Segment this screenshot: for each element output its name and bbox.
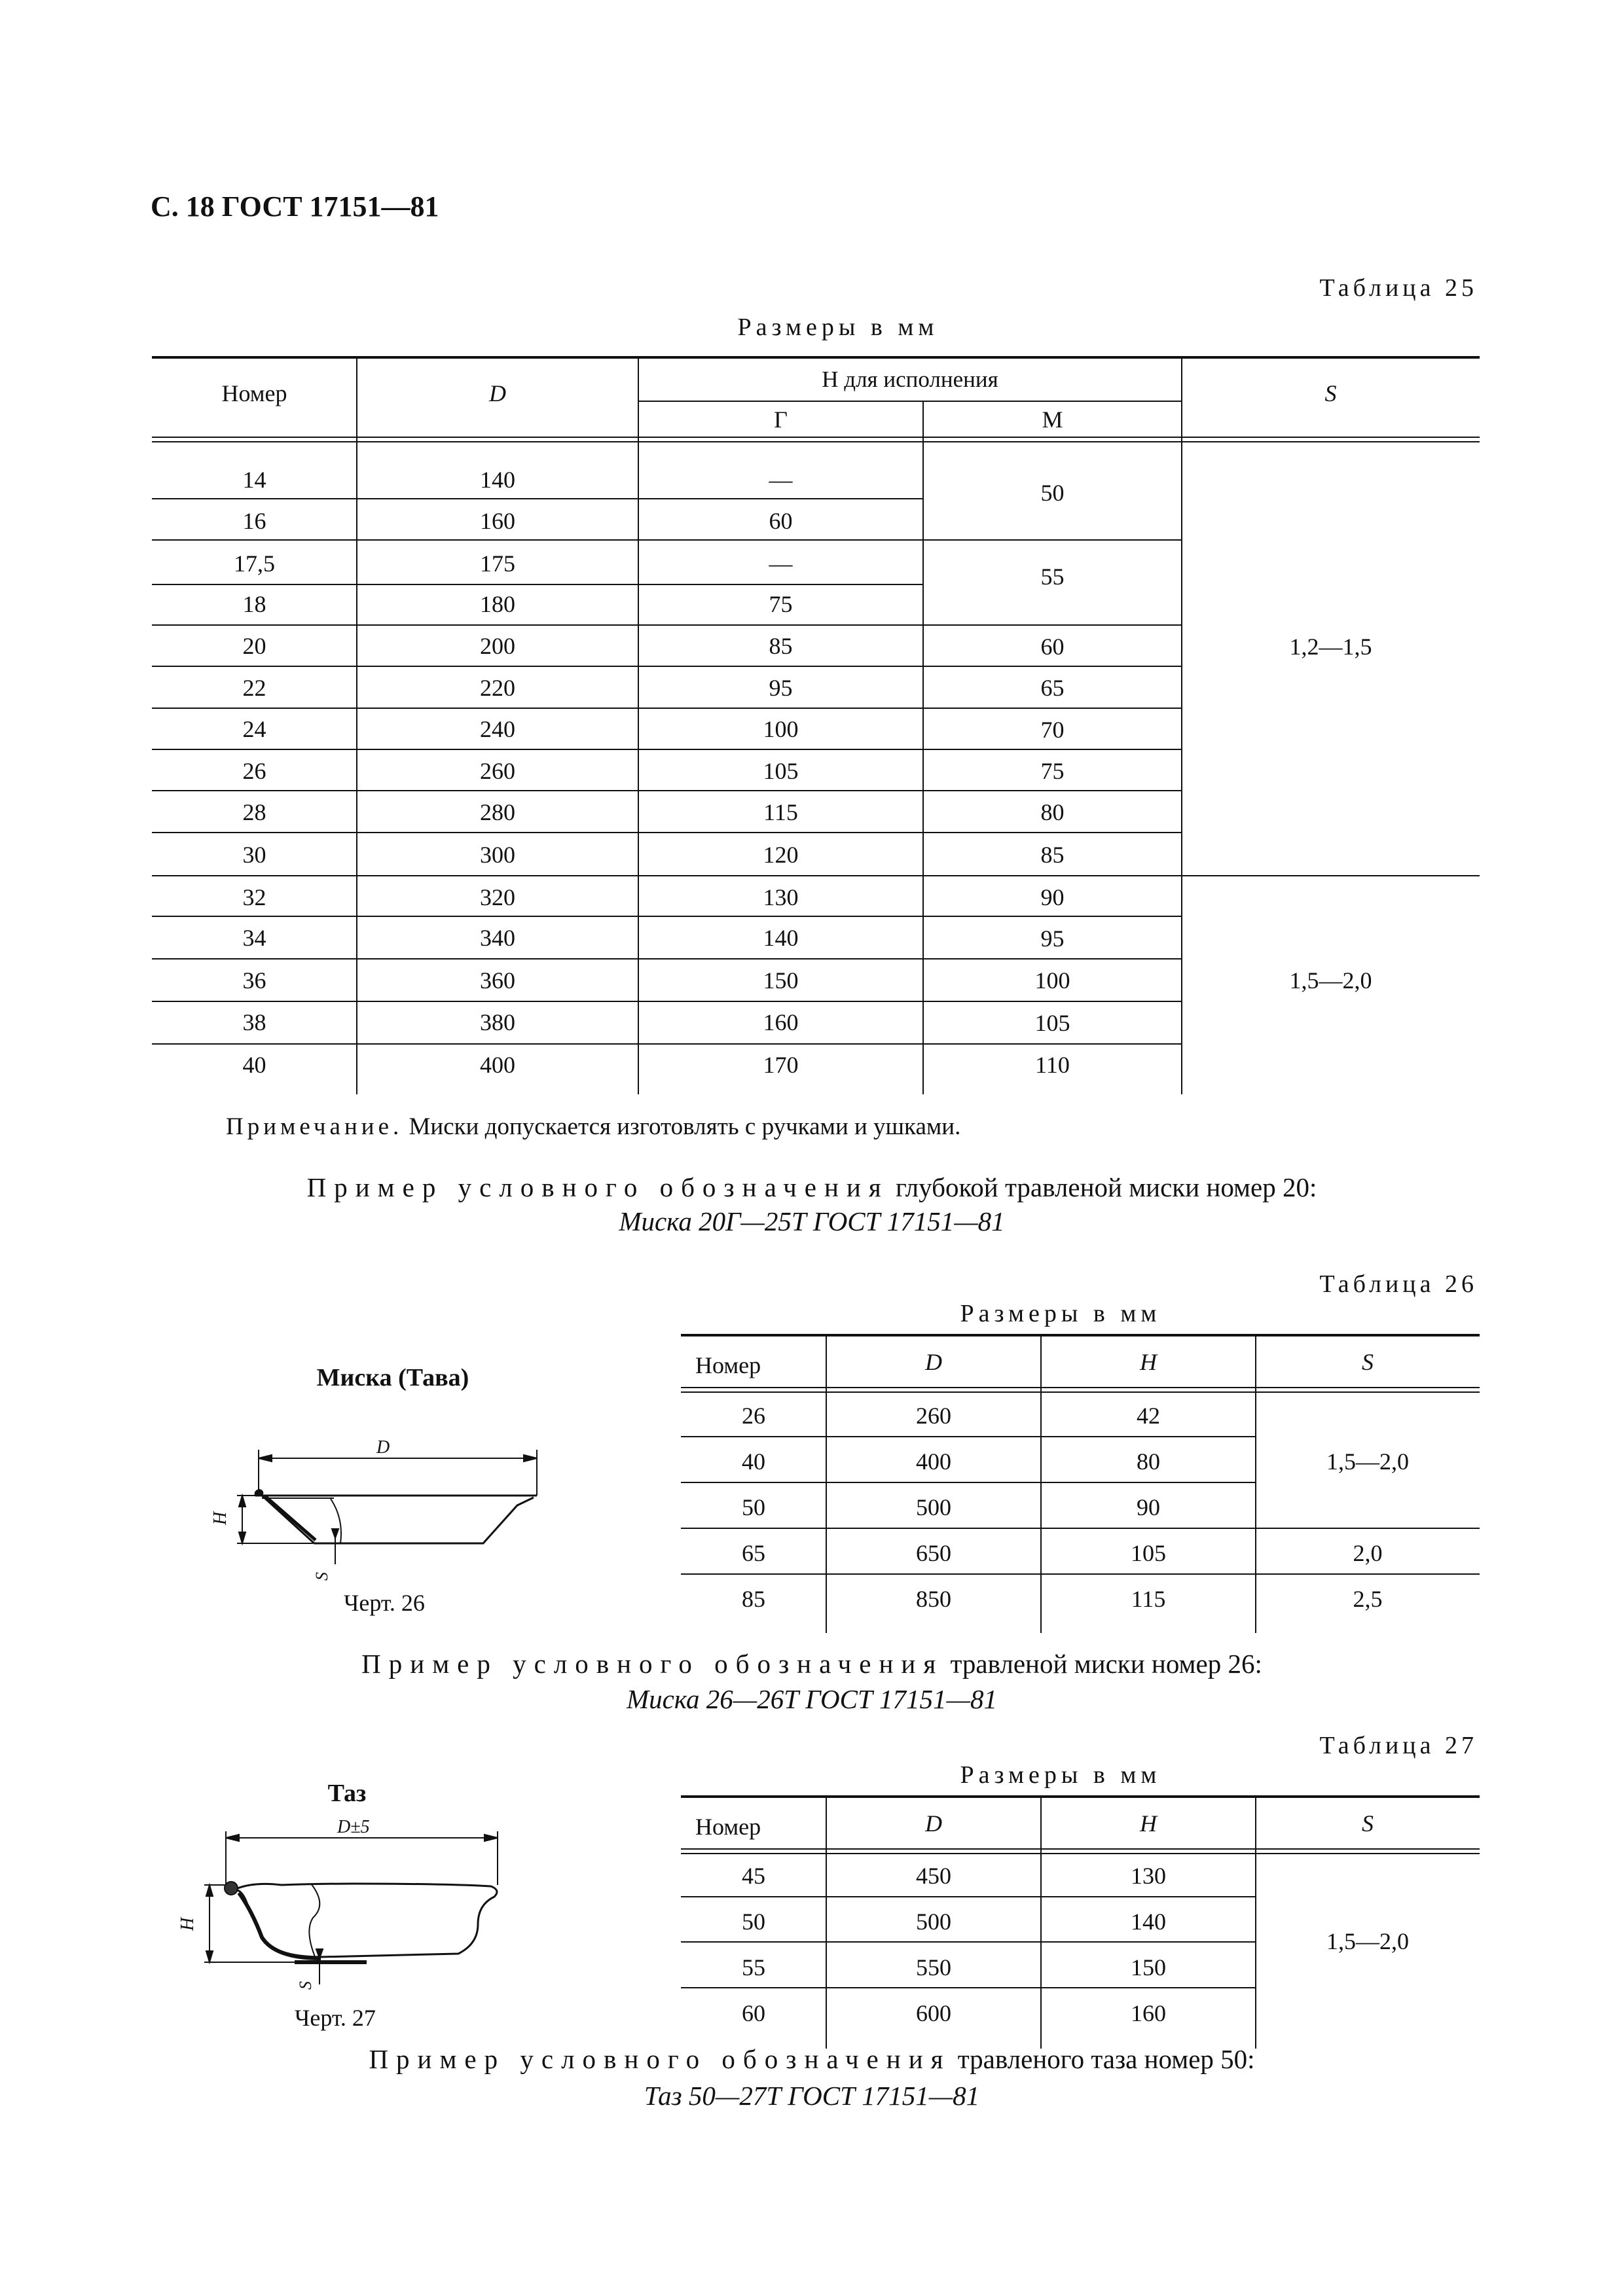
page-header: С. 18 ГОСТ 17151—81 xyxy=(151,190,439,223)
t27-head-nomer: Номер xyxy=(695,1814,761,1840)
t25-cell-nomer: 36 xyxy=(242,967,266,994)
t25-cell-nomer: 40 xyxy=(242,1052,266,1078)
t27-cell-d: 600 xyxy=(916,2000,951,2026)
t25-m-cell: 70 xyxy=(1040,717,1065,743)
t25-cell-d: 320 xyxy=(480,884,515,910)
t25-cell-nomer: 26 xyxy=(242,758,266,784)
t25-cell-d: 180 xyxy=(480,591,515,617)
t25-cell-d: 280 xyxy=(480,799,515,825)
svg-text:H: H xyxy=(210,1511,230,1525)
svg-text:S: S xyxy=(296,1981,315,1990)
svg-text:S: S xyxy=(312,1572,331,1581)
table-27-label: Таблица 27 xyxy=(1319,1732,1478,1759)
t26-cell-h: 105 xyxy=(1131,1540,1166,1566)
t25-cell-nomer: 32 xyxy=(242,884,266,910)
t27-cell-nomer: 55 xyxy=(742,1954,765,1981)
t25-cell-d: 300 xyxy=(480,842,515,868)
t27-cell-nomer: 60 xyxy=(742,2000,765,2026)
fig-27-basin-drawing xyxy=(170,1813,537,1996)
t26-cell-nomer: 50 xyxy=(742,1494,765,1520)
t27-cell-nomer: 45 xyxy=(742,1863,765,1889)
t26-head-nomer: Номер xyxy=(695,1352,761,1378)
t26-cell-d: 650 xyxy=(916,1540,951,1566)
t25-head-h: H для исполнения xyxy=(822,367,998,392)
t25-cell-d: 200 xyxy=(480,633,515,659)
t26-s-cell: 1,5—2,0 xyxy=(1326,1448,1409,1475)
t25-m-cell: 110 xyxy=(1035,1052,1070,1078)
t25-cell-g: 170 xyxy=(763,1052,799,1078)
t25-cell-d: 340 xyxy=(480,925,515,951)
t27-cell-h: 150 xyxy=(1131,1954,1166,1981)
t26-cell-h: 42 xyxy=(1137,1403,1160,1429)
fig-26-title: Миска (Тава) xyxy=(316,1364,469,1391)
t25-cell-d: 160 xyxy=(480,508,515,534)
t26-head-h: H xyxy=(1140,1349,1157,1375)
t25-cell-g: — xyxy=(769,550,793,577)
t25-cell-nomer: 24 xyxy=(242,716,266,742)
table-27-caption: Размеры в мм xyxy=(960,1761,1161,1789)
t25-cell-g: 130 xyxy=(763,884,799,910)
t25-cell-nomer: 14 xyxy=(242,467,266,493)
example-3-formula: Таз 50—27Т ГОСТ 17151—81 xyxy=(644,2081,980,2111)
table-26-label: Таблица 26 xyxy=(1319,1270,1478,1298)
t27-cell-d: 550 xyxy=(916,1954,951,1981)
t25-cell-nomer: 18 xyxy=(242,591,266,617)
t25-cell-nomer: 17,5 xyxy=(234,550,275,577)
t25-head-s: S xyxy=(1324,380,1337,406)
t27-cell-h: 130 xyxy=(1131,1863,1166,1889)
t25-cell-nomer: 20 xyxy=(242,633,266,659)
fig-27-caption: Черт. 27 xyxy=(295,2005,376,2031)
svg-text:D±5: D±5 xyxy=(337,1817,370,1837)
t25-cell-g: 60 xyxy=(769,508,793,534)
t25-cell-g: 140 xyxy=(763,925,799,951)
fig-26-caption: Черт. 26 xyxy=(344,1590,425,1616)
t26-head-s: S xyxy=(1362,1349,1374,1375)
t26-cell-h: 90 xyxy=(1137,1494,1160,1520)
example-1-formula: Миска 20Г—25Т ГОСТ 17151—81 xyxy=(619,1206,1005,1236)
t25-cell-g: 105 xyxy=(763,758,799,784)
t25-cell-nomer: 34 xyxy=(242,925,266,951)
t26-s-cell: 2,0 xyxy=(1353,1540,1383,1566)
t25-cell-g: — xyxy=(769,467,793,493)
t25-cell-g: 75 xyxy=(769,591,793,617)
t25-cell-d: 140 xyxy=(480,467,515,493)
t25-cell-g: 150 xyxy=(763,967,799,994)
t25-cell-nomer: 16 xyxy=(242,508,266,534)
example-2-formula: Миска 26—26Т ГОСТ 17151—81 xyxy=(626,1684,997,1714)
t27-head-h: H xyxy=(1140,1810,1157,1837)
t26-cell-nomer: 85 xyxy=(742,1586,765,1612)
t26-cell-d: 850 xyxy=(916,1586,951,1612)
t25-cell-g: 120 xyxy=(763,842,799,868)
t26-cell-h: 115 xyxy=(1131,1586,1166,1612)
t25-cell-g: 100 xyxy=(763,716,799,742)
t27-s-cell: 1,5—2,0 xyxy=(1326,1928,1409,1954)
t25-m-cell: 90 xyxy=(1040,884,1065,910)
t25-cell-d: 260 xyxy=(480,758,515,784)
t25-cell-d: 400 xyxy=(480,1052,515,1078)
t25-head-d: D xyxy=(489,380,506,406)
t25-s-cell: 1,2—1,5 xyxy=(1289,634,1372,660)
t26-cell-h: 80 xyxy=(1137,1448,1160,1475)
t25-cell-d: 175 xyxy=(480,550,515,577)
t25-head-g: Г xyxy=(774,406,788,433)
t27-cell-d: 500 xyxy=(916,1909,951,1935)
t25-cell-g: 85 xyxy=(769,633,793,659)
t25-cell-g: 95 xyxy=(769,675,793,701)
t26-cell-nomer: 65 xyxy=(742,1540,765,1566)
t27-head-s: S xyxy=(1362,1810,1374,1837)
t25-m-cell: 55 xyxy=(1040,564,1065,590)
t26-head-d: D xyxy=(925,1349,942,1375)
t25-head-nomer: Номер xyxy=(221,380,287,406)
svg-text:H: H xyxy=(177,1917,198,1931)
t25-m-cell: 60 xyxy=(1040,634,1065,660)
t25-head-m: М xyxy=(1042,406,1063,433)
t26-cell-nomer: 40 xyxy=(742,1448,765,1475)
t25-m-cell: 50 xyxy=(1040,480,1065,506)
t26-cell-d: 500 xyxy=(916,1494,951,1520)
t27-head-d: D xyxy=(925,1810,942,1837)
t25-cell-nomer: 30 xyxy=(242,842,266,868)
t25-m-cell: 75 xyxy=(1040,758,1065,784)
t25-m-cell: 85 xyxy=(1040,842,1065,868)
example-1: Пример условного обозначения глубокой травленой миски номер 20: xyxy=(306,1172,1317,1202)
t25-cell-g: 115 xyxy=(763,799,798,825)
t25-m-cell: 65 xyxy=(1040,675,1065,701)
svg-text:D: D xyxy=(376,1437,390,1458)
example-3: Пример условного обозначения травленого таза номер 50: xyxy=(369,2044,1255,2074)
t25-cell-nomer: 28 xyxy=(242,799,266,825)
table-25-note: Примечание. Миски допускается изготовлять с ручками и ушками. xyxy=(226,1113,961,1140)
t25-cell-d: 220 xyxy=(480,675,515,701)
t27-cell-h: 140 xyxy=(1131,1909,1166,1935)
t27-cell-h: 160 xyxy=(1131,2000,1166,2026)
t26-cell-d: 400 xyxy=(916,1448,951,1475)
t25-m-cell: 95 xyxy=(1040,925,1065,952)
example-2: Пример условного обозначения травленой миски номер 26: xyxy=(361,1649,1262,1679)
t25-cell-nomer: 38 xyxy=(242,1009,266,1035)
t25-m-cell: 80 xyxy=(1040,799,1065,825)
t25-cell-d: 380 xyxy=(480,1009,515,1035)
t25-cell-d: 360 xyxy=(480,967,515,994)
t26-s-cell: 2,5 xyxy=(1353,1586,1383,1612)
t27-cell-d: 450 xyxy=(916,1863,951,1889)
t25-m-cell: 105 xyxy=(1034,1010,1070,1036)
t25-cell-g: 160 xyxy=(763,1009,799,1035)
table-25-label: Таблица 25 xyxy=(1319,274,1478,302)
t26-cell-nomer: 26 xyxy=(742,1403,765,1429)
t27-cell-nomer: 50 xyxy=(742,1909,765,1935)
t25-cell-d: 240 xyxy=(480,716,515,742)
t25-m-cell: 100 xyxy=(1034,967,1070,994)
fig-27-title: Таз xyxy=(327,1780,367,1807)
t25-s-cell: 1,5—2,0 xyxy=(1289,967,1372,994)
table-25-caption: Размеры в мм xyxy=(737,314,939,341)
t26-cell-d: 260 xyxy=(916,1403,951,1429)
t25-cell-nomer: 22 xyxy=(242,675,266,701)
table-26-caption: Размеры в мм xyxy=(960,1300,1161,1327)
